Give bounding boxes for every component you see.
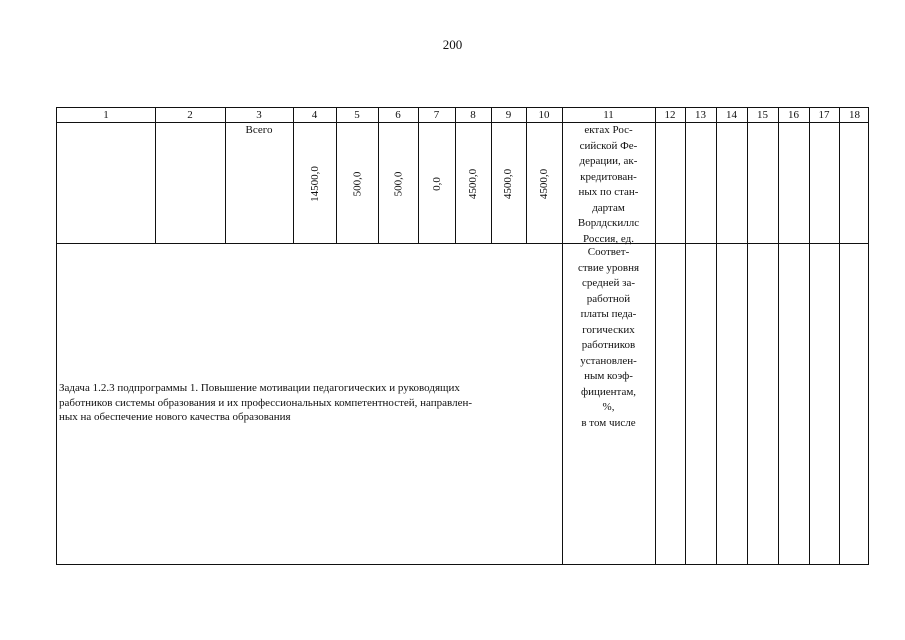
column-number: 13 [695,109,706,121]
column-number: 5 [354,109,360,121]
text-line: ных по стан- [578,186,639,198]
text-line: кредитован- [580,170,637,183]
column-number: 2 [187,109,193,121]
column-number: 6 [395,109,401,121]
text-line: работной [586,292,631,305]
column-number: 18 [849,109,860,121]
col-line-2 [155,108,156,243]
value-cell [455,148,491,220]
value-text: 4500,0 [467,168,479,200]
text-line: Задача 1.2.3 подпрограммы 1. Повышение мотивации педагогических и руководящих [59,382,460,394]
column-number: 11 [603,109,614,121]
text-line: %, [602,401,615,413]
indicator-description [562,245,655,431]
text-line: Россия, ед. [583,232,634,245]
text-line: ных на обеспечение нового качества образования [59,411,291,423]
column-number: 17 [818,109,830,121]
text-line: фициентам, [580,385,637,398]
col-line-16 [778,108,779,564]
task-description [59,381,559,425]
text-line: дартам [592,201,625,214]
col-line-18 [839,108,840,564]
value-cell [293,148,336,220]
total-label: Всего [245,124,273,136]
column-number: 4 [311,109,318,121]
text-line: ствие уровня [577,261,640,274]
text-line: сийской Фе- [579,139,638,152]
column-number: 16 [788,109,799,121]
value-cell [378,148,418,220]
value-cell [418,148,455,220]
column-number: 3 [256,109,262,121]
value-text: 4500,0 [538,168,550,200]
col-line-14 [716,108,717,564]
indicator-description [562,123,655,247]
value-cell [336,148,378,220]
text-line: работников [581,339,636,351]
column-number: 7 [433,109,440,121]
text-line: ектах Рос- [584,124,633,136]
value-text: 0,0 [430,177,443,191]
value-text: 14500,0 [308,166,321,202]
value-text: 500,0 [351,171,363,197]
column-number: 15 [757,109,768,121]
text-line: платы педа- [580,308,637,320]
value-cell [526,148,562,220]
text-line: средней за- [581,277,635,289]
column-number: 1 [103,109,109,121]
text-line: в том числе [581,416,636,429]
col-line-13 [685,108,686,564]
text-line: дерации, ак- [579,155,638,167]
column-number: 14 [726,109,737,121]
text-line: работников системы образования и их профессиональных компетентностей, направлен- [59,396,473,409]
column-number: 10 [538,109,550,121]
data-table [56,107,869,565]
value-text: 4500,0 [502,168,515,200]
value-cell [491,148,526,220]
text-line: Ворлдскиллс [577,217,640,229]
col-line-15 [747,108,748,564]
value-text: 500,0 [392,171,404,197]
column-number: 12 [664,109,676,121]
page-number: 200 [442,37,463,52]
text-line: ным коэф- [584,370,633,382]
text-line: Соответ- [587,246,630,258]
text-line: гогических [582,323,635,336]
column-number: 8 [470,109,476,121]
col-line-12 [655,108,656,564]
text-line: установлен- [580,354,637,367]
column-number: 9 [505,109,512,121]
col-line-17 [809,108,810,564]
